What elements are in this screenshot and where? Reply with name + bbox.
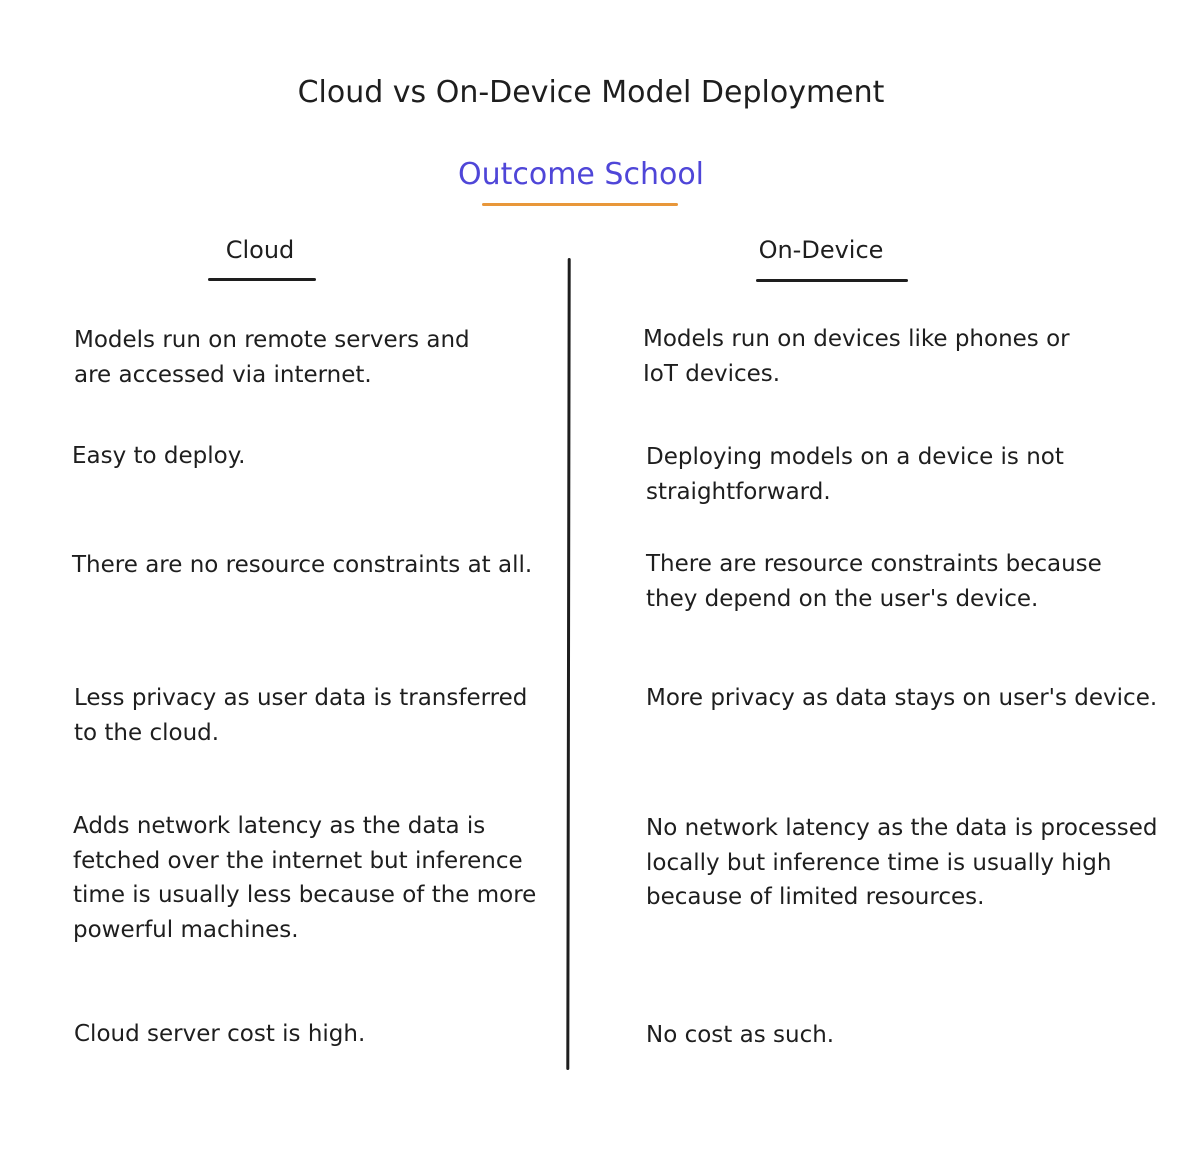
cell-line: IoT devices.: [643, 360, 781, 387]
cloud-heading-underline: [208, 278, 316, 281]
cell-line: to the cloud.: [74, 719, 220, 746]
cloud-cell-deployment: [72, 439, 245, 474]
page-title: Cloud vs On-Device Model Deployment: [297, 75, 885, 110]
cloud-cell-latency: [73, 809, 536, 947]
cell-line: locally but inference time is usually high: [646, 849, 1112, 876]
cell-line: because of limited resources.: [646, 884, 985, 910]
cell-line: No network latency as the data is processed: [646, 815, 1158, 841]
brand-name: Outcome School: [457, 157, 705, 192]
cell-line: Models run on devices like phones or: [643, 326, 1070, 352]
brand-underline: [482, 203, 678, 206]
cell-line: they depend on the user's device.: [646, 585, 1039, 612]
cell-line: There are resource constraints because: [646, 551, 1102, 577]
cloud-cell-cost: [74, 1017, 365, 1052]
on-device-column-heading: On-Device: [758, 236, 884, 264]
cell-line: straightforward.: [646, 478, 831, 505]
cell-line: Deploying models on a device is not: [646, 444, 1064, 470]
cell-line: are accessed via internet.: [74, 361, 372, 388]
on-device-cell-deployment: [646, 440, 1064, 509]
cell-line: fetched over the internet but inference: [73, 847, 523, 874]
cloud-column-heading: Cloud: [225, 236, 295, 264]
cell-line: Less privacy as user data is transferred: [74, 685, 528, 711]
cell-line: powerful machines.: [73, 916, 299, 943]
cell-line: There are no resource constraints at all.: [72, 552, 533, 578]
cell-line: More privacy as data stays on user's device.: [646, 685, 1158, 711]
on-device-cell-resources: [646, 547, 1102, 616]
on-device-cell-privacy: [646, 681, 1157, 716]
cell-line: No cost as such.: [646, 1022, 835, 1048]
cloud-cell-resources: [72, 548, 532, 583]
cell-line: Models run on remote servers and: [74, 327, 470, 353]
column-divider: [566, 258, 570, 1070]
cloud-cell-privacy: [74, 681, 527, 750]
cell-line: Cloud server cost is high.: [74, 1021, 366, 1047]
cloud-cell-hosting: [74, 323, 470, 392]
on-device-cell-cost: [646, 1018, 834, 1053]
on-device-heading-underline: [756, 279, 908, 282]
cell-line: Adds network latency as the data is: [73, 813, 486, 839]
cell-line: Easy to deploy.: [72, 443, 246, 469]
cell-line: time is usually less because of the more: [73, 882, 537, 908]
on-device-cell-latency: [646, 811, 1157, 915]
on-device-cell-hosting: [643, 322, 1070, 391]
